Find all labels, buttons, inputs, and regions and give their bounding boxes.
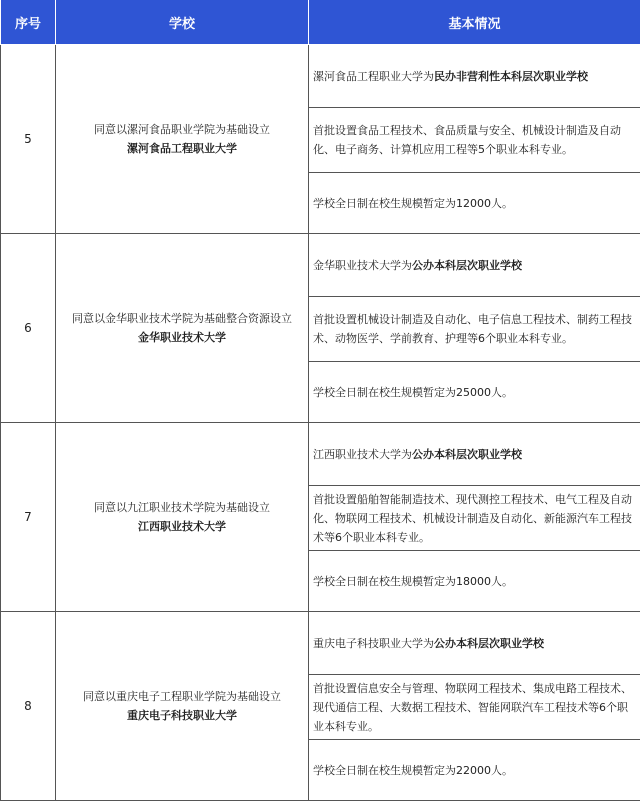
info-type-prefix: 重庆电子科技职业大学为 <box>313 636 434 650</box>
info-scale-cell: 学校全日制在校生规模暂定为25000人。 <box>309 362 640 423</box>
info-type-cell <box>309 234 640 297</box>
school-description: 同意以漯河食品职业学院为基础设立 <box>94 123 270 136</box>
info-type-prefix: 漯河食品工程职业大学为 <box>313 69 434 83</box>
info-majors-cell: 首批设置机械设计制造及自动化、电子信息工程技术、制药工程技术、动物医学、学前教育、护理等6个职业本科专业。 <box>309 297 640 362</box>
info-scale-cell: 学校全日制在校生规模暂定为18000人。 <box>309 551 640 612</box>
school-cell <box>56 45 309 234</box>
school-name: 金华职业技术大学 <box>138 331 226 344</box>
table-row <box>1 45 640 108</box>
table-row <box>1 234 640 297</box>
info-type-bold: 公办本科层次职业学校 <box>412 258 522 272</box>
school-description: 同意以九江职业技术学院为基础设立 <box>94 501 270 514</box>
info-type-cell <box>309 45 640 108</box>
table-row <box>1 612 640 675</box>
info-type-bold: 民办非营利性本科层次职业学校 <box>434 69 588 83</box>
header-info: 基本情况 <box>309 0 640 45</box>
info-type-prefix: 金华职业技术大学为 <box>313 258 412 272</box>
info-scale-cell: 学校全日制在校生规模暂定为12000人。 <box>309 173 640 234</box>
info-type-cell <box>309 423 640 486</box>
info-type-bold: 公办本科层次职业学校 <box>434 636 544 650</box>
header-school: 学校 <box>56 0 309 45</box>
row-number: 6 <box>1 234 56 423</box>
school-cell <box>56 234 309 423</box>
info-majors-cell: 首批设置食品工程技术、食品质量与安全、机械设计制造及自动化、电子商务、计算机应用工程等5个职业本科专业。 <box>309 108 640 173</box>
row-number: 7 <box>1 423 56 612</box>
row-number: 8 <box>1 612 56 801</box>
info-majors-cell: 首批设置信息安全与管理、物联网工程技术、集成电路工程技术、现代通信工程、大数据工程技术、智能网联汽车工程技术等6个职业本科专业。 <box>309 675 640 740</box>
info-type-cell <box>309 612 640 675</box>
table-row <box>1 423 640 486</box>
info-majors-cell: 首批设置船舶智能制造技术、现代测控工程技术、电气工程及自动化、物联网工程技术、机械设计制造及自动化、新能源汽车工程技术等6个职业本科专业。 <box>309 486 640 551</box>
info-type-prefix: 江西职业技术大学为 <box>313 447 412 461</box>
row-number: 5 <box>1 45 56 234</box>
info-scale-cell: 学校全日制在校生规模暂定为22000人。 <box>309 740 640 801</box>
info-type-bold: 公办本科层次职业学校 <box>412 447 522 461</box>
school-cell <box>56 423 309 612</box>
school-name: 重庆电子科技职业大学 <box>127 709 237 722</box>
header-num: 序号 <box>1 0 56 45</box>
school-description: 同意以金华职业技术学院为基础整合资源设立 <box>72 312 292 325</box>
school-description: 同意以重庆电子工程职业学院为基础设立 <box>83 690 281 703</box>
school-name: 江西职业技术大学 <box>138 520 226 533</box>
school-cell <box>56 612 309 801</box>
table-header-row <box>1 0 640 45</box>
school-name: 漯河食品工程职业大学 <box>127 142 237 155</box>
